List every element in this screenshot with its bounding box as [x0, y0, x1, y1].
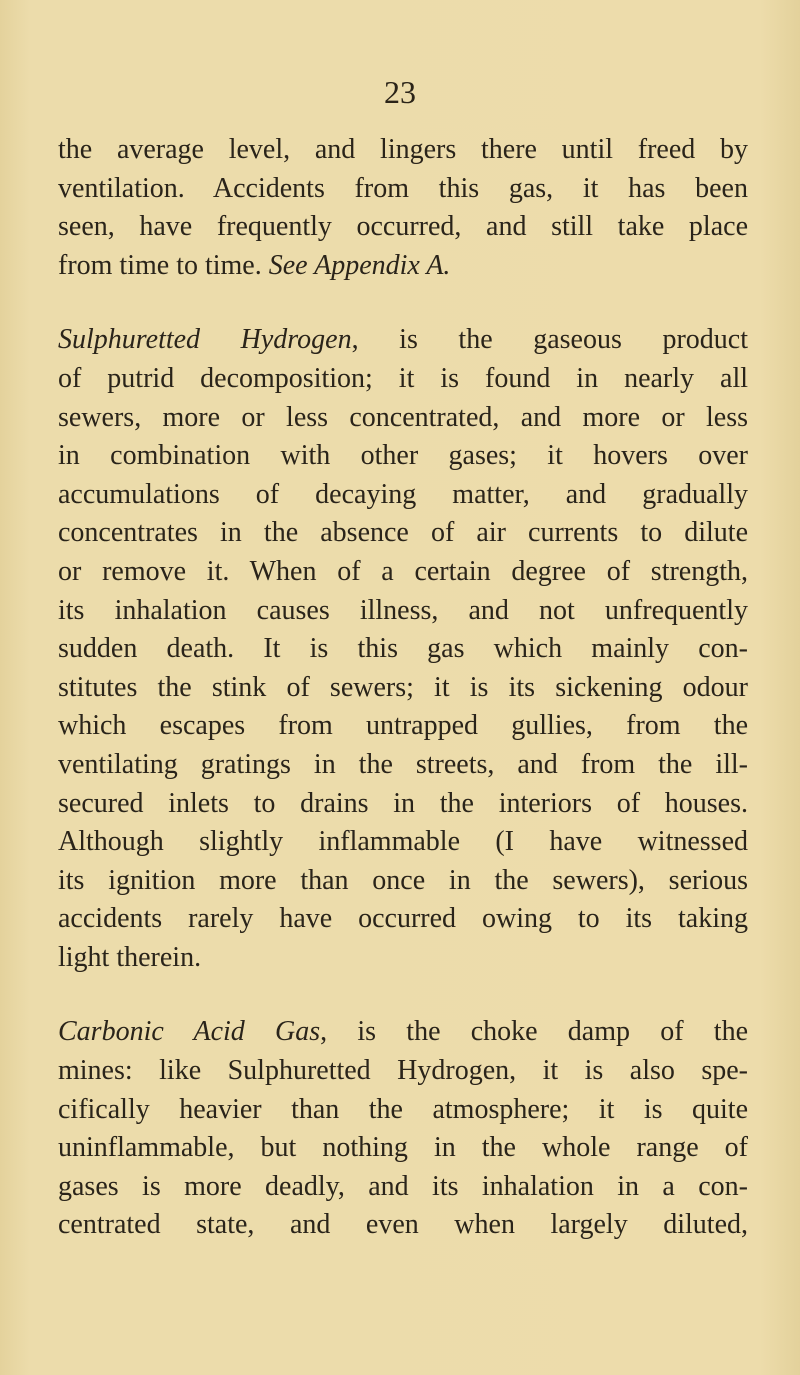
text-line: ventilating gratings in the streets, and from the ill-	[58, 748, 748, 780]
text-line: or remove it. When of a certain degree of strength,	[58, 555, 748, 587]
text-line: mines: like Sulphuretted Hydrogen, it is also spe-	[58, 1055, 748, 1087]
paragraph-carbonic-acid-gas	[58, 1013, 748, 1245]
text-line-rest: , is the choke damp of the	[320, 1016, 748, 1048]
text-line	[58, 321, 748, 360]
text-line: accumulations of decaying matter, and gradually	[58, 478, 748, 510]
text-line: centrated state, and even when largely diluted,	[58, 1209, 748, 1241]
text-line: cifically heavier than the atmosphere; it is quite	[58, 1093, 748, 1125]
text-line: stitutes the stink of sewers; it is its sickening odour	[58, 671, 748, 703]
text-line: gases is more deadly, and its inhalation in a con-	[58, 1170, 748, 1202]
text-line-rest: , is the gaseous product	[351, 324, 749, 356]
body-text	[58, 131, 748, 1245]
text-line: sewers, more or less concentrated, and more or less	[58, 401, 748, 433]
paragraph-ventilation	[58, 131, 748, 285]
text-line: which escapes from untrapped gullies, from the	[58, 710, 748, 742]
text-line-plain: from time to time.	[58, 249, 269, 281]
paragraph-gap	[58, 285, 748, 321]
text-line: in combination with other gases; it hovers over	[58, 440, 748, 472]
term-carbonic-acid-gas: Carbonic Acid Gas	[58, 1016, 321, 1048]
text-line: concentrates in the absence of air currents to dilute	[58, 517, 748, 549]
text-line: its inhalation causes illness, and not unfrequently	[58, 594, 748, 626]
text-line	[58, 1013, 748, 1052]
text-line: its ignition more than once in the sewers), serious	[58, 864, 748, 896]
text-line: Although slightly inflammable (I have witnessed	[58, 826, 748, 858]
paragraph-gap	[58, 977, 748, 1013]
appendix-reference: See Appendix A.	[268, 249, 451, 281]
text-line: ventilation. Accidents from this gas, it has been	[58, 172, 748, 204]
text-line: light therein.	[58, 941, 202, 973]
text-line: secured inlets to drains in the interiors of houses.	[58, 787, 748, 819]
text-line: seen, have frequently occurred, and still take place	[58, 211, 748, 243]
text-line	[58, 247, 748, 286]
text-line: accidents rarely have occurred owing to its taking	[58, 903, 748, 935]
text-line: of putrid decomposition; it is found in nearly all	[58, 362, 748, 394]
page-number: 23	[384, 74, 416, 110]
text-line: uninflammable, but nothing in the whole range of	[58, 1132, 748, 1164]
paragraph-sulphuretted-hydrogen	[58, 321, 748, 977]
term-sulphuretted-hydrogen: Sulphuretted Hydrogen	[58, 324, 352, 356]
text-line: sudden death. It is this gas which mainly con-	[58, 633, 748, 665]
text-line: the average level, and lingers there until freed by	[58, 134, 748, 165]
